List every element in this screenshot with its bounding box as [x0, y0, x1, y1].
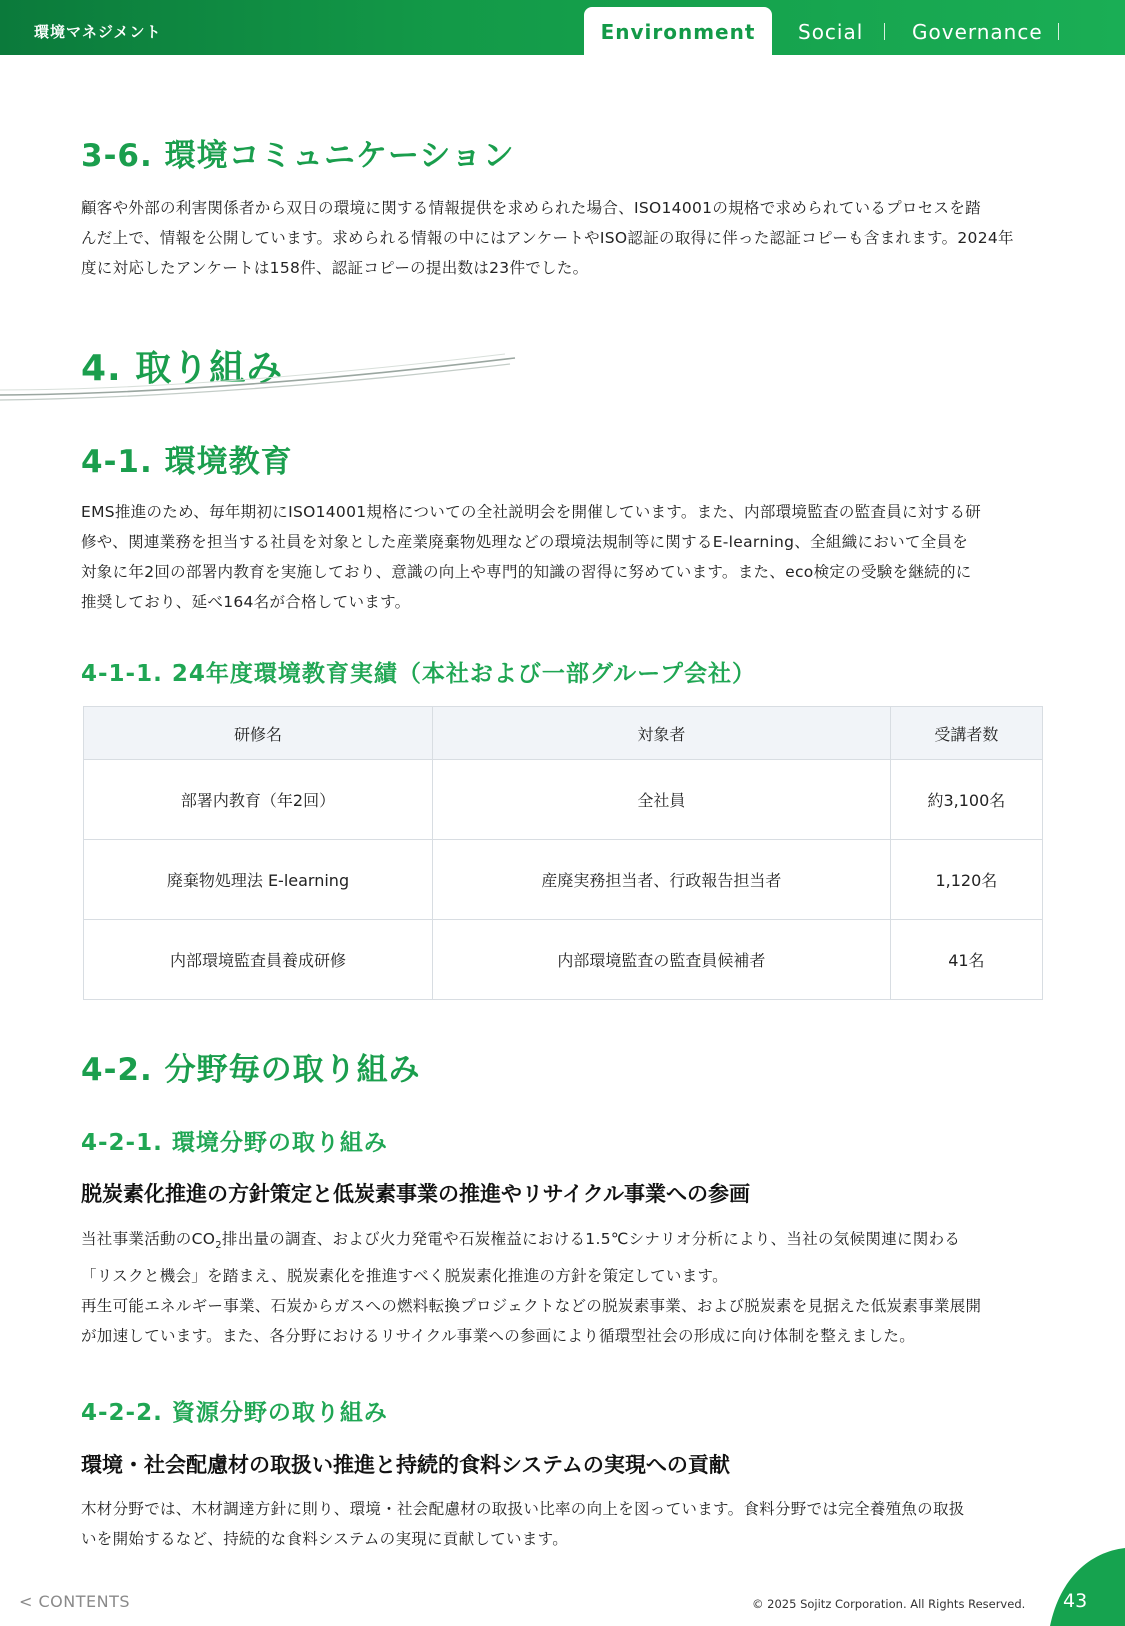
education-results-table [83, 706, 1043, 1000]
decorative-swoosh-icon [0, 350, 520, 410]
table-cell: 内部環境監査の監査員候補者 [432, 920, 890, 1000]
table-cell: 廃棄物処理法 E-learning [84, 840, 433, 920]
section-heading-4-1-1: 4-1-1. 24年度環境教育実績（本社および一部グループ会社） [81, 661, 757, 687]
table-cell: 部署内教育（年2回） [84, 760, 433, 840]
page-number: 43 [1063, 1590, 1088, 1612]
table-cell: 1,120名 [890, 840, 1042, 920]
subsection-heading: 脱炭素化推進の方針策定と低炭素事業の推進やリサイクル事業への参画 [81, 1182, 751, 1206]
section-heading-4-2: 4-2. 分野毎の取り組み [81, 1052, 421, 1088]
top-header [0, 0, 1125, 55]
section-4-2-2-body [81, 1494, 1045, 1554]
paragraph-line: んだ上で、情報を公開しています。求められる情報の中にはアンケートやISO認証の取得に伴った認証コピーも含まれます。2024年 [81, 229, 1014, 247]
paragraph-line: 推奨しており、延べ164名が合格しています。 [81, 593, 411, 611]
paragraph-line: EMS推進のため、毎年期初にISO14001規格についての全社説明会を開催しています。また、内部環境監査の監査員に対する研 [81, 503, 982, 521]
table-row [84, 840, 1043, 920]
table-cell: 内部環境監査員養成研修 [84, 920, 433, 1000]
subsection-heading: 環境・社会配慮材の取扱い推進と持続的食料システムの実現への貢献 [81, 1453, 730, 1477]
paragraph-line: 木材分野では、木材調達方針に則り、環境・社会配慮材の取扱い比率の向上を図っています。食料分野では完全養殖魚の取扱 [81, 1500, 965, 1518]
table-cell: 全社員 [432, 760, 890, 840]
section-heading-4: 4. 取り組み [81, 348, 284, 389]
section-heading-3-6: 3-6. 環境コミュニケーション [81, 138, 515, 174]
tab-separator [884, 23, 885, 40]
table-cell: 約3,100名 [890, 760, 1042, 840]
paragraph-line: 度に対応したアンケートは158件、認証コピーの提出数は23件でした。 [81, 259, 589, 277]
section-4-1-body [81, 497, 1045, 617]
table-cell: 産廃実務担当者、行政報告担当者 [432, 840, 890, 920]
table-header-cell: 対象者 [432, 707, 890, 760]
contents-link[interactable]: < CONTENTS [19, 1592, 131, 1611]
paragraph-line [81, 1224, 1045, 1261]
table-cell: 41名 [890, 920, 1042, 1000]
section-heading-4-2-1: 4-2-1. 環境分野の取り組み [81, 1130, 388, 1156]
section-heading-4-2-2: 4-2-2. 資源分野の取り組み [81, 1400, 388, 1426]
page-corner-shape-icon [1050, 1548, 1125, 1626]
section-heading-4-1: 4-1. 環境教育 [81, 444, 293, 480]
paragraph-line: いを開始するなど、持続的な食料システムの実現に貢献しています。 [81, 1530, 569, 1548]
paragraph-line: が加速しています。また、各分野におけるリサイクル事業への参画により循環型社会の形成に向け体制を整えました。 [81, 1327, 915, 1346]
text-fragment: 当社事業活動のCO [81, 1230, 216, 1248]
table-header-row [84, 707, 1043, 760]
table-row [84, 760, 1043, 840]
section-4-2-1-body [81, 1224, 1045, 1351]
copyright-text: © 2025 Sojitz Corporation. All Rights Reserved. [752, 1597, 1026, 1611]
tab-social[interactable]: Social [798, 20, 864, 44]
paragraph-line: 対象に年2回の部署内教育を実施しており、意識の向上や専門的知識の習得に努めています。また、eco検定の受験を継続的に [81, 563, 972, 581]
text-fragment: 排出量の調査、および火力発電や石炭権益における1.5℃シナリオ分析により、当社の気候関連に関わる [221, 1230, 961, 1248]
section-3-6-body [81, 193, 1045, 283]
table-header-cell: 受講者数 [890, 707, 1042, 760]
tab-environment-label: Environment [600, 20, 756, 44]
tab-governance[interactable]: Governance [912, 20, 1043, 44]
subscript: 2 [215, 1240, 222, 1252]
paragraph-line: 「リスクと機会」を踏まえ、脱炭素化を推進すべく脱炭素化推進の方針を策定しています。 [81, 1267, 728, 1286]
table-header-cell: 研修名 [84, 707, 433, 760]
paragraph-line: 修や、関連業務を担当する社員を対象とした産業廃棄物処理などの環境法規制等に関するE-learning、全組織において全員を [81, 533, 969, 551]
paragraph-line: 顧客や外部の利害関係者から双日の環境に関する情報提供を求められた場合、ISO14001の規格で求められているプロセスを踏 [81, 199, 981, 217]
paragraph-line: 再生可能エネルギー事業、石炭からガスへの燃料転換プロジェクトなどの脱炭素事業、および脱炭素を見据えた低炭素事業展開 [81, 1297, 982, 1316]
tab-separator [1058, 23, 1059, 40]
tab-environment[interactable] [584, 7, 772, 55]
table-row [84, 920, 1043, 1000]
header-title: 環境マネジメント [34, 23, 162, 41]
